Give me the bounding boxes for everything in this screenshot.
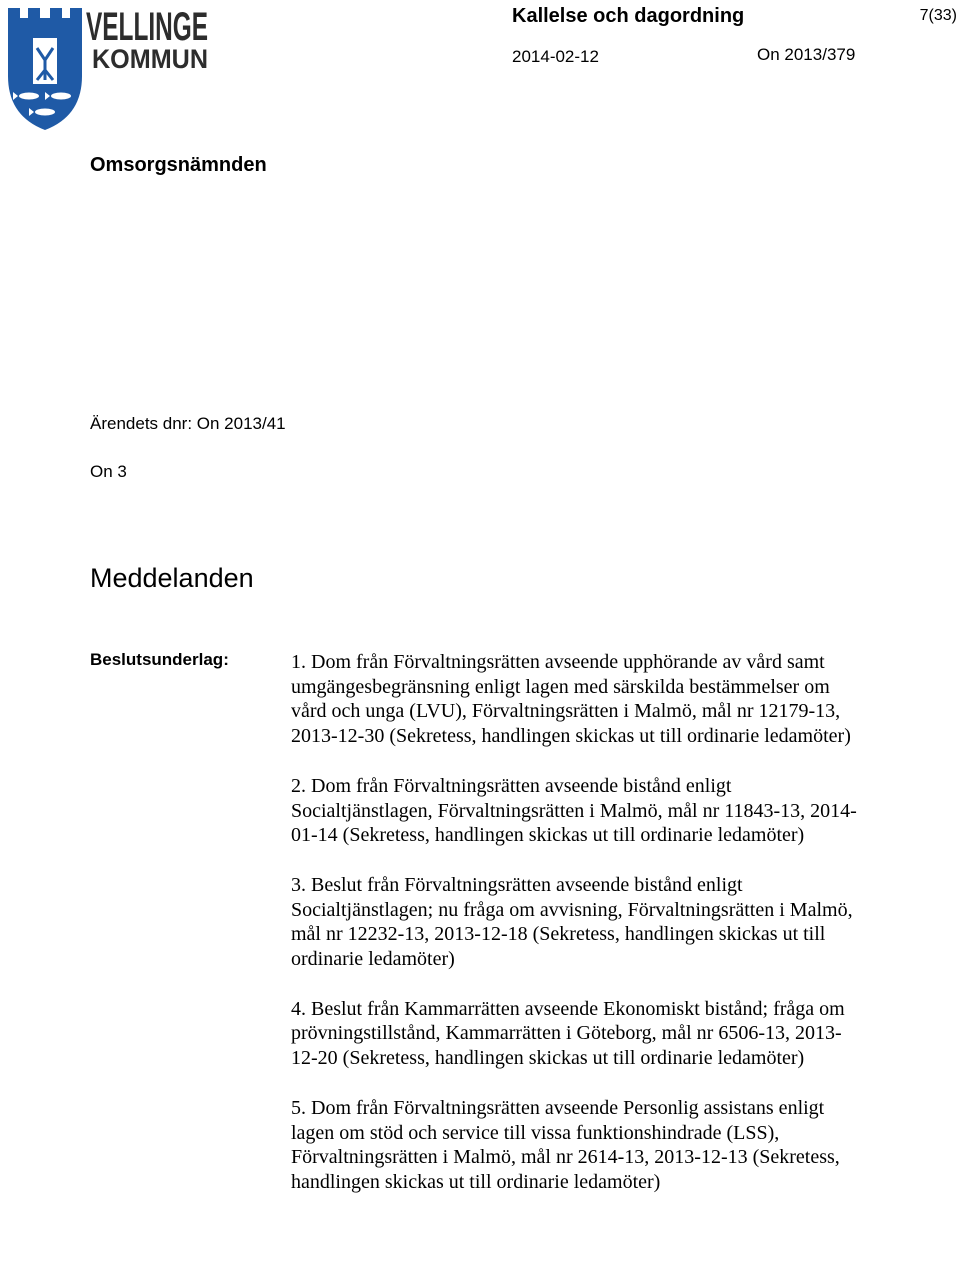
svg-text:KOMMUN: KOMMUN: [92, 44, 208, 74]
list-item: 1. Dom från Förvaltningsrätten avseende upphörande av vård samt umgängesbegränsning enligt lagen med särskilda bestämmelser om vård och unga (LVU), Förvaltningsrätten i Malmö, mål nr 12179-13, 2013-12-30 (Sekretess, handlingen skickas ut till ordinarie ledamöter): [291, 651, 851, 748]
list-item: 2. Dom från Förvaltningsrätten avseende bistånd enligt Socialtjänstlagen, Förvaltningsrätten i Malmö, mål nr 11843-13, 2014-01-14 (Sekretess, handlingen skickas ut till ordinarie ledamöter): [291, 774, 857, 847]
document-type: Kallelse och dagordning: [512, 5, 745, 27]
page-number: 7(33): [919, 7, 957, 24]
list-item: 3. Beslut från Förvaltningsrätten avseende bistånd enligt Socialtjänstlagen; nu fråga om avvisning, Förvaltningsrätten i Malmö, mål nr 12232-13, 2013-12-18 (Sekretess, handlingen skickas ut till ordinarie ledamöter): [291, 873, 853, 971]
coat-of-arms-icon: [8, 8, 82, 130]
decision-basis-list: [291, 650, 861, 1220]
agenda-item-number: On 3: [90, 462, 127, 481]
document-date: 2014-02-12: [512, 47, 599, 66]
list-item: 4. Beslut från Kammarrätten avseende Ekonomiskt bistånd; fråga om prövningstillstånd, Kammarrätten i Göteborg, mål nr 6506-13, 2013-12-20 (Sekretess, handlingen skickas ut till ordinarie ledamöter): [291, 997, 845, 1070]
page-title: Meddelanden: [90, 563, 254, 593]
list-item: 5. Dom från Förvaltningsrätten avseende Personlig assistans enligt lagen om stöd och service till vissa funktionshindrade (LSS), Förvaltningsrätten i Malmö, mål nr 2614-13, 2013-12-13 (Sekretess, handlingen skickas ut till ordinarie ledamöter): [291, 1096, 840, 1193]
case-number: Ärendets dnr: On 2013/41: [90, 414, 286, 433]
document-reference: On 2013/379: [757, 45, 856, 64]
municipality-logo: [6, 4, 210, 132]
committee-name: Omsorgsnämnden: [90, 154, 267, 176]
decision-basis-label: Beslutsunderlag:: [90, 650, 229, 669]
svg-text:VELLINGE: VELLINGE: [86, 5, 208, 49]
